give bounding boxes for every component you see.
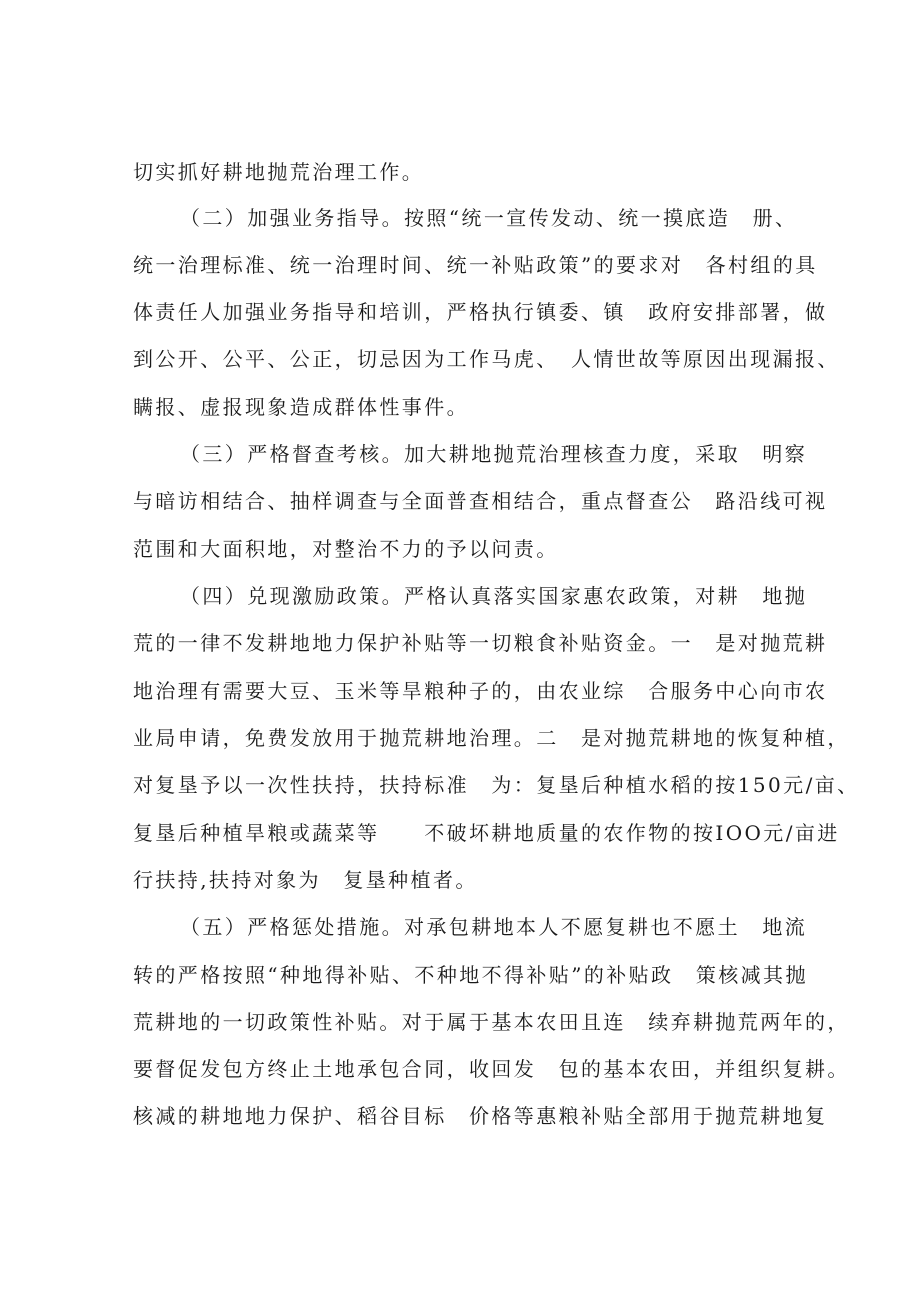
text-line: 复垦后种植旱粮或蔬菜等 不破坏耕地质量的农作物的按IOO元/亩进 <box>133 821 840 845</box>
text-line: 地治理有需要大豆、玉米等旱粮种子的，由农业综 合服务中心向市农 <box>133 679 828 703</box>
text-line: 荒耕地的一切政策性补贴。对于属于基本农田且连 续弃耕抛荒两年的， <box>133 1010 850 1034</box>
text-line: 业局申请，免费发放用于抛荒耕地治理。二 是对抛荒耕地的恢复种植， <box>133 726 850 750</box>
text-line: 与暗访相结合、抽样调查与全面普查相结合，重点督查公 路沿线可视 <box>133 489 828 513</box>
text-line: 体责任人加强业务指导和培训，严格执行镇委、镇 政府安排部署，做 <box>133 300 828 324</box>
section-heading-line: （三）严格督查考核。加大耕地抛荒治理核查力度，采取 明察 <box>180 442 808 466</box>
text-line: 转的严格按照“种地得补贴、不种地不得补贴”的补贴政 策核减其抛 <box>133 963 808 987</box>
text-line: 范围和大面积地，对整治不力的予以问责。 <box>133 537 559 561</box>
text-line: 核减的耕地地力保护、稻谷目标 价格等惠粮补贴全部用于抛荒耕地复 <box>133 1104 828 1128</box>
section-heading-line: （四）兑现激励政策。严格认真落实国家惠农政策，对耕 地抛 <box>180 584 808 608</box>
text-line: 统一治理标准、统一治理时间、统一补贴政策”的要求对 各村组的具 <box>133 253 818 277</box>
text-line: 瞒报、虚报现象造成群体性事件。 <box>133 395 469 419</box>
text-line: 荒的一律不发耕地地力保护补贴等一切粮食补贴资金。一 是对抛荒耕 <box>133 631 828 655</box>
section-heading-line: （二）加强业务指导。按照“统一宣传发动、统一摸底造 册、 <box>180 206 798 230</box>
text-line: 切实抓好耕地抛荒治理工作。 <box>133 160 425 184</box>
text-line: 对复垦予以一次性扶持，扶持标准 为：复垦后种植水稻的按150元/亩、 <box>133 773 860 797</box>
section-heading-line: （五）严格惩处措施。对承包耕地本人不愿复耕也不愿土 地流 <box>180 915 808 939</box>
text-line: 行扶持,扶持对象为 复垦种植者。 <box>133 868 478 892</box>
text-line: 要督促发包方终止土地承包合同，收回发 包的基本农田，并组织复耕。 <box>133 1057 850 1081</box>
text-line: 到公开、公平、公正，切忌因为工作马虎、 人情世故等原因出现漏报、 <box>133 347 840 371</box>
